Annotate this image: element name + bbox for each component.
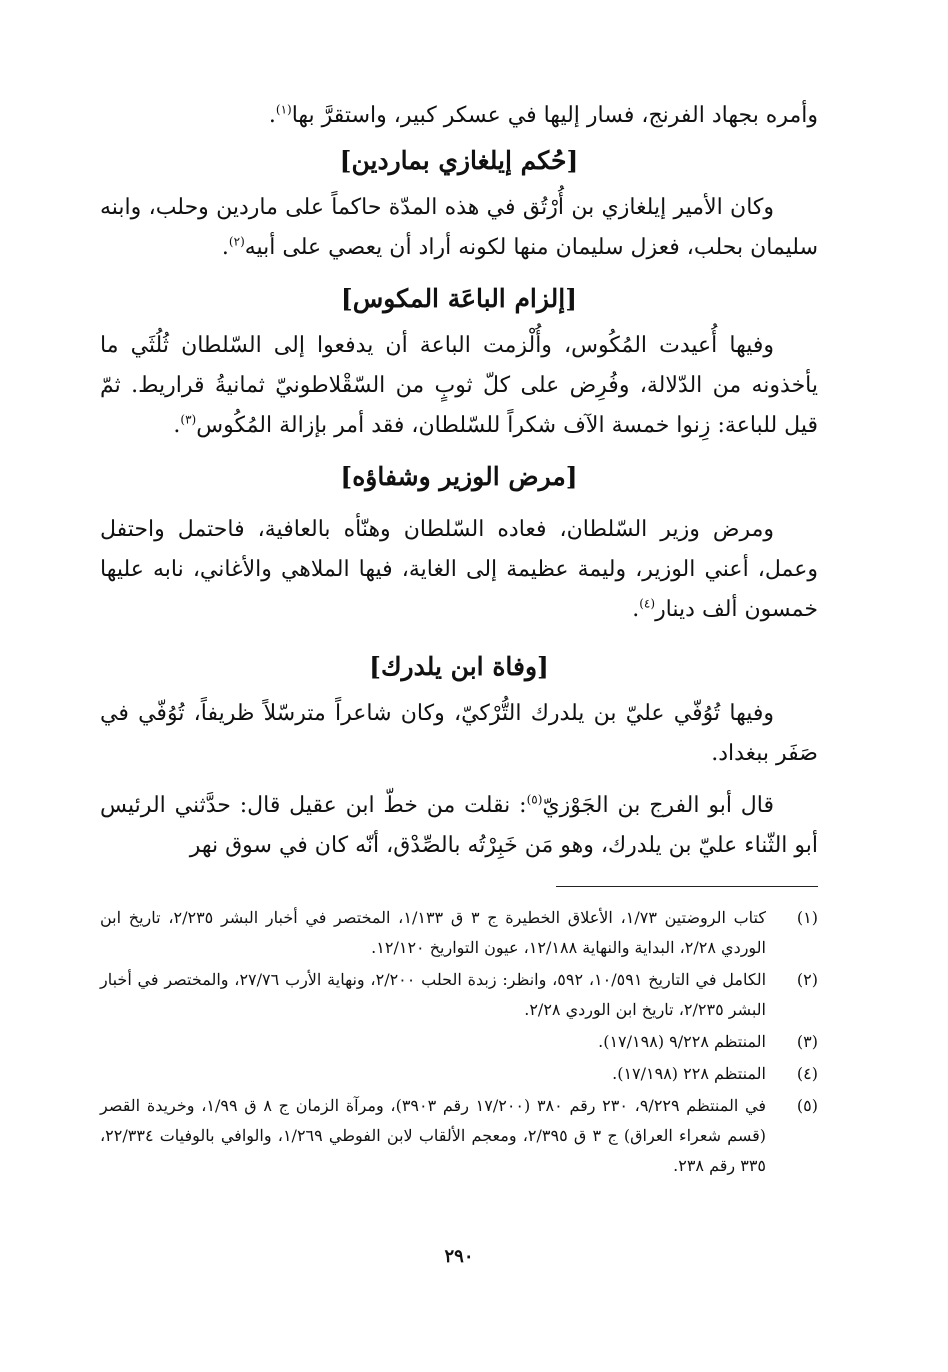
footnote-ref-1[interactable]: (١): [275, 102, 292, 117]
footnote-number: (١): [796, 908, 818, 927]
paragraph-6: [100, 786, 818, 866]
footnotes: [100, 903, 818, 1181]
paragraph-6-rest: : نقلت من خطّ ابن عقيل قال: حدَّثني الرئيس أبو الثّناء عليّ بن يلدرك، وهو مَن خَبِرْتُه بالصِّدْق، أنّه كان في سوق نهر: [100, 793, 818, 858]
footnote-text: في المنتظم ٩/٢٢٩، ٢٣٠ رقم ٣٨٠ (١٧/٢٠٠ رقم ٣٩٠٣)، ومرآة الزمان ج ٨ ق ١/٩٩، وخريدة القصر (قسم شعراء العراق) ج ٣ ق ٢/٣٩٥، ومعجم الألقاب لابن الفوطي ١/٢٦٩، والوافي بالوفيات ٢٢/٣٣٤، ٣٣٥ رقم ٢٣٨.: [100, 1096, 766, 1175]
footnote-text: الكامل في التاريخ ١٠/٥٩١، ٥٩٢، وانظر: زبدة الحلب ٢/٢٠٠، ونهاية الأرب ٢٧/٧٦، والمختصر في أخبار البشر ٢/٢٣٥، تاريخ ابن الوردي ٢/٢٨.: [100, 970, 767, 1019]
footnote-3: [100, 1027, 818, 1057]
paragraph-1-end: .: [268, 103, 276, 128]
footnote-separator: [556, 886, 818, 887]
paragraph-5: [100, 694, 818, 774]
footnote-text: المنتظم ٩/٢٢٨ (١٧/١٩٨).: [598, 1032, 766, 1051]
paragraph-4: [100, 510, 818, 630]
footnote-number: (٢): [796, 970, 818, 989]
footnote-number: (٣): [796, 1032, 818, 1051]
section-heading-ibn-yaldarak-death: [وفاة ابن يلدرك]: [369, 652, 549, 681]
paragraph-4-text: ومرض وزير السّلطان، فعاده السّلطان وهنّأه بالعافية، فاحتمل واحتفل وعمل، أعني الوزير، وليمة عظيمة إلى الغاية، فيها الملاهي والأغاني، نابه عليها خمسون ألف دينار: [100, 517, 818, 622]
paragraph-2: [100, 188, 818, 268]
section-heading-ilghazi-mardin: [حُكم إيلغازي بماردين]: [339, 146, 579, 175]
paragraph-1-text: وأمره بجهاد الفرنج، فسار إليها في عسكر كبير، واستقرَّ بها: [291, 103, 818, 128]
paragraph-6-start: قال أبو الفرج بن الجَوْزيّ: [542, 793, 774, 818]
paragraph-3-end: .: [173, 413, 181, 438]
paragraph-3-text: وفيها أُعيدت المُكُوس، وأُلْزمت الباعة أن يدفعوا إلى السّلطان ثُلُثَي ما يأخذونه من الدّلالة، وفُرِض على كلّ ثوبٍ من السّقْلاطونيّ ثمانيةُ قراريط. ثمّ قيل للباعة: زِنوا خمسة الآف شكراً للسّلطان، فقد أمر بإزالة المُكُوس: [100, 333, 818, 438]
book-page: [100, 96, 818, 1336]
footnote-1: [100, 903, 818, 963]
paragraph-5-text: وفيها تُوُفّي عليّ بن يلدرك التُّرْكيّ، وكان شاعراً مترسّلاً ظريفاً، تُوُفّي في صَفَر ببغداد.: [100, 701, 818, 766]
footnote-number: (٤): [796, 1064, 818, 1083]
paragraph-3: [100, 326, 818, 446]
section-heading-mukus: [إلزام الباعَة المكوس]: [340, 284, 578, 313]
footnote-text: المنتظم ٢٢٨ (١٧/١٩٨).: [612, 1064, 766, 1083]
paragraph-1: [100, 96, 818, 136]
paragraph-4-end: .: [632, 597, 640, 622]
footnote-ref-2[interactable]: (٢): [228, 234, 245, 249]
section-heading-vizier-illness: [مرض الوزير وشفاؤه]: [340, 462, 578, 491]
page-number: ٢٩٠: [444, 1246, 474, 1267]
paragraph-2-text: وكان الأمير إيلغازي بن أُرْتُق في هذه المدّة حاكماً على ماردين وحلب، وابنه سليمان بحلب، فعزل سليمان منها لكونه أراد أن يعصي على أبيه: [100, 195, 818, 260]
footnote-5: [100, 1091, 818, 1181]
footnote-4: [100, 1059, 818, 1089]
footnote-ref-3[interactable]: (٣): [180, 412, 197, 427]
footnote-text: كتاب الروضتين ١/٧٣، الأعلاق الخطيرة ج ٣ ق ١/١٣٣، المختصر في أخبار البشر ٢/٢٣٥، تاريخ ابن الوردي ٢/٢٨، البداية والنهاية ١٢/١٨٨، عيون التواريخ ١٢/١٢٠.: [100, 908, 767, 957]
paragraph-2-end: .: [221, 235, 229, 260]
footnote-2: [100, 965, 818, 1025]
footnote-ref-5[interactable]: (٥): [526, 792, 543, 807]
footnote-ref-4[interactable]: (٤): [639, 596, 656, 611]
footnote-number: (٥): [796, 1096, 818, 1115]
